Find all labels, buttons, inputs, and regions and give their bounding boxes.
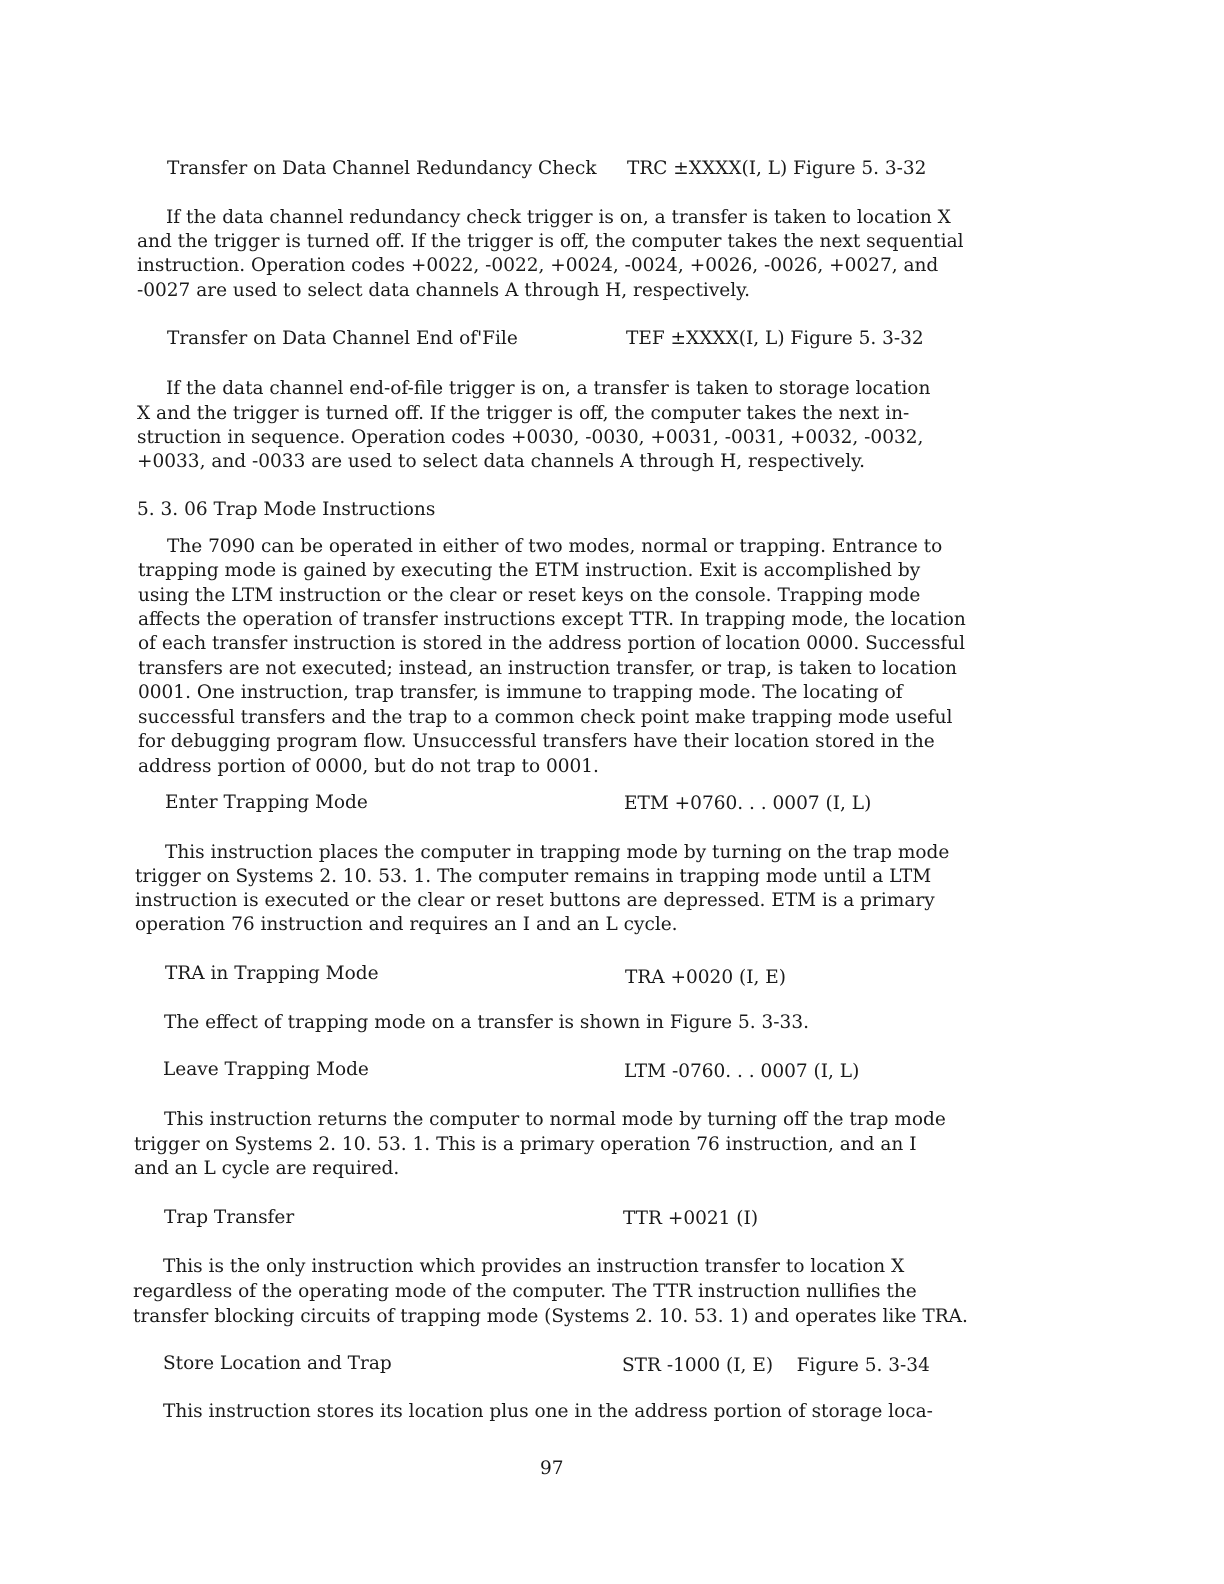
paragraph-line: trigger on Systems 2. 10. 53. 1. The computer remains in trapping mode until a LTM xyxy=(135,866,932,887)
paragraph-line: If the data channel redundancy check trigger is on, a transfer is taken to location X xyxy=(166,207,951,228)
heading-tef-title: Transfer on Data Channel End of'File xyxy=(167,328,518,349)
paragraph-line: transfers are not executed; instead, an instruction transfer, or trap, is taken to location xyxy=(138,658,957,679)
paragraph-line: 0001. One instruction, trap transfer, is immune to trapping mode. The locating of xyxy=(138,682,903,703)
paragraph-line: regardless of the operating mode of the computer. The TTR instruction nullifies the xyxy=(133,1281,917,1302)
heading-ttr-opcode: TTR +0021 (I) xyxy=(623,1208,759,1229)
paragraph-line: of each transfer instruction is stored in the address portion of location 0000. Successful xyxy=(138,633,966,654)
paragraph-line: using the LTM instruction or the clear or reset keys on the console. Trapping mode xyxy=(138,585,921,606)
paragraph-line: struction in sequence. Operation codes +0030, -0030, +0031, -0031, +0032, -0032, xyxy=(137,427,924,448)
heading-tra-title: TRA in Trapping Mode xyxy=(165,963,379,984)
paragraph-line: The effect of trapping mode on a transfer is shown in Figure 5. 3-33. xyxy=(164,1012,809,1033)
paragraph-line: If the data channel end-of-file trigger is on, a transfer is taken to storage location xyxy=(166,378,931,399)
paragraph-line: address portion of 0000, but do not trap to 0001. xyxy=(138,756,599,777)
paragraph-line: -0027 are used to select data channels A through H, respectively. xyxy=(137,280,751,301)
paragraph-line: and an L cycle are required. xyxy=(134,1158,400,1179)
paragraph-line: X and the trigger is turned off. If the trigger is off, the computer takes the next in- xyxy=(137,403,910,424)
section-heading: 5. 3. 06 Trap Mode Instructions xyxy=(137,499,436,520)
paragraph-line: This instruction stores its location plus one in the address portion of storage loca- xyxy=(163,1401,933,1422)
paragraph-line: +0033, and -0033 are used to select data channels A through H, respectively. xyxy=(137,451,866,472)
heading-etm-title: Enter Trapping Mode xyxy=(165,792,368,813)
heading-etm-opcode: ETM +0760. . . 0007 (I, L) xyxy=(624,793,872,814)
heading-str-title: Store Location and Trap xyxy=(163,1353,392,1374)
heading-trc-opcode: TRC ±XXXX(I, L) Figure 5. 3-32 xyxy=(627,158,927,179)
paragraph-line: and the trigger is turned off. If the trigger is off, the computer takes the next sequential xyxy=(137,231,964,252)
paragraph-line: instruction is executed or the clear or reset buttons are depressed. ETM is a primary xyxy=(135,890,935,911)
page-number: 97 xyxy=(540,1458,564,1479)
paragraph-line: This instruction places the computer in trapping mode by turning on the trap mode xyxy=(165,842,950,863)
heading-tra-opcode: TRA +0020 (I, E) xyxy=(625,967,786,988)
paragraph-line: instruction. Operation codes +0022, -0022, +0024, -0024, +0026, -0026, +0027, and xyxy=(137,255,939,276)
paragraph-line: The 7090 can be operated in either of two modes, normal or trapping. Entrance to xyxy=(167,536,943,557)
heading-trc-title: Transfer on Data Channel Redundancy Check xyxy=(167,158,597,179)
heading-ltm-title: Leave Trapping Mode xyxy=(163,1059,369,1080)
paragraph-line: This instruction returns the computer to normal mode by turning off the trap mode xyxy=(164,1109,946,1130)
paragraph-line: successful transfers and the trap to a common check point make trapping mode useful xyxy=(138,707,953,728)
paragraph-line: This is the only instruction which provides an instruction transfer to location X xyxy=(163,1256,905,1277)
paragraph-line: trapping mode is gained by executing the ETM instruction. Exit is accomplished by xyxy=(138,560,921,581)
heading-tef-opcode: TEF ±XXXX(I, L) Figure 5. 3-32 xyxy=(626,328,924,349)
heading-ltm-opcode: LTM -0760. . . 0007 (I, L) xyxy=(624,1061,860,1082)
paragraph-line: affects the operation of transfer instructions except TTR. In trapping mode, the location xyxy=(138,609,966,630)
heading-str-opcode: STR -1000 (I, E) Figure 5. 3-34 xyxy=(622,1355,930,1376)
paragraph-line: trigger on Systems 2. 10. 53. 1. This is a primary operation 76 instruction, and an I xyxy=(134,1134,917,1155)
paragraph-line: operation 76 instruction and requires an I and an L cycle. xyxy=(135,914,678,935)
heading-ttr-title: Trap Transfer xyxy=(164,1207,295,1228)
paragraph-line: transfer blocking circuits of trapping mode (Systems 2. 10. 53. 1) and operates like TRA. xyxy=(133,1306,968,1327)
paragraph-line: for debugging program flow. Unsuccessful transfers have their location stored in the xyxy=(138,731,935,752)
